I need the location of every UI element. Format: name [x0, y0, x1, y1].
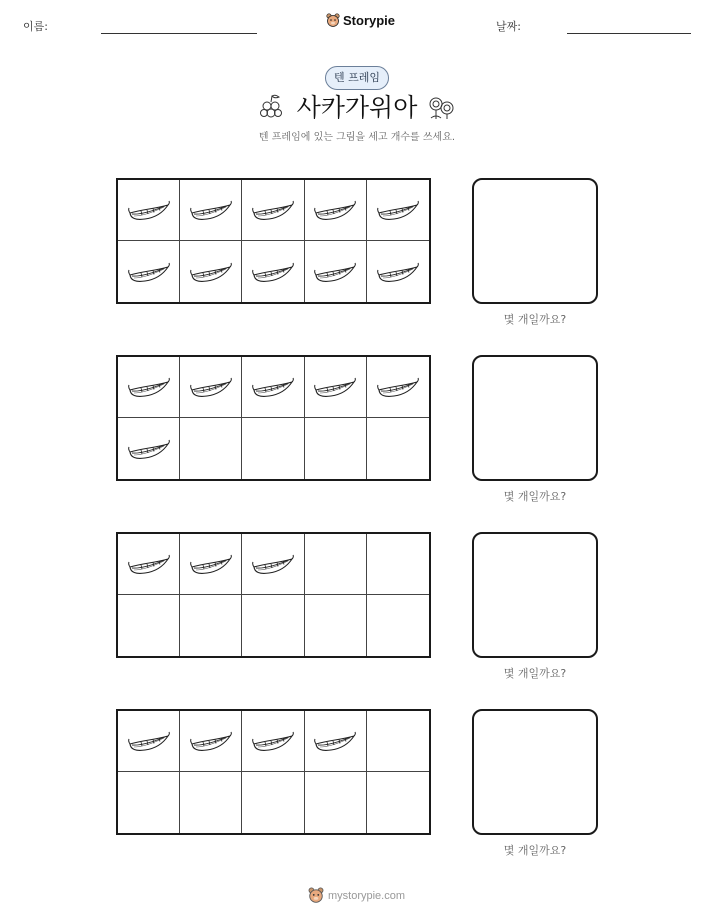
frame-cell — [118, 418, 180, 479]
canoe-icon — [376, 259, 420, 285]
question-label: 몇 개일까요? — [503, 844, 567, 857]
canoe-icon — [127, 551, 171, 577]
brand-name: Storypie — [343, 13, 396, 28]
frame-cell — [367, 241, 429, 302]
name-label: 이름: — [23, 20, 48, 33]
canoe-icon — [127, 728, 171, 754]
frame-cell — [242, 180, 304, 241]
canoe-icon — [251, 374, 295, 400]
page-title: 사카가위아 — [296, 93, 418, 122]
canoe-icon — [189, 551, 233, 577]
canoe-icon — [127, 436, 171, 462]
canoe-icon — [251, 197, 295, 223]
frame-cell — [118, 241, 180, 302]
bear-icon — [308, 887, 324, 904]
frame-cell — [242, 534, 304, 595]
canoe-icon — [189, 374, 233, 400]
frame-cell — [305, 711, 367, 772]
answer-box[interactable] — [472, 178, 598, 304]
frame-cell — [367, 534, 429, 595]
canoe-icon — [313, 197, 357, 223]
canoe-icon — [127, 197, 171, 223]
canoe-icon — [127, 374, 171, 400]
canoe-icon — [251, 551, 295, 577]
ten-frame — [116, 178, 431, 304]
frame-cell — [118, 357, 180, 418]
question-label: 몇 개일까요? — [503, 490, 567, 503]
instructions: 텐 프레임에 있는 그림을 세고 개수를 쓰세요. — [258, 132, 456, 143]
footer — [308, 887, 405, 904]
ten-frame — [116, 355, 431, 481]
canoe-icon — [313, 259, 357, 285]
frame-cell — [305, 180, 367, 241]
canoe-icon — [313, 374, 357, 400]
answer-box[interactable] — [472, 709, 598, 835]
frame-cell — [180, 357, 242, 418]
bear-icon — [326, 13, 340, 28]
frame-cell — [180, 772, 242, 833]
frame-cell — [118, 772, 180, 833]
canoe-icon — [189, 259, 233, 285]
frame-cell — [180, 595, 242, 656]
frame-cell — [242, 241, 304, 302]
date-line — [567, 33, 691, 34]
frame-cell — [367, 711, 429, 772]
frame-cell — [118, 534, 180, 595]
answer-box[interactable] — [472, 532, 598, 658]
frame-cell — [367, 180, 429, 241]
frame-cell — [305, 772, 367, 833]
frame-cell — [305, 534, 367, 595]
canoe-icon — [376, 197, 420, 223]
canoe-icon — [251, 728, 295, 754]
answer-box[interactable] — [472, 355, 598, 481]
canoe-icon — [313, 728, 357, 754]
canoe-icon — [127, 259, 171, 285]
frame-cell — [180, 711, 242, 772]
frame-cell — [367, 595, 429, 656]
name-line — [101, 33, 257, 34]
frame-cell — [367, 772, 429, 833]
frame-cell — [118, 595, 180, 656]
ten-frame — [116, 709, 431, 835]
frame-cell — [180, 534, 242, 595]
frame-cell — [305, 418, 367, 479]
category-badge: 텐 프레임 — [325, 66, 389, 90]
frame-cell — [180, 418, 242, 479]
frame-cell — [242, 772, 304, 833]
frame-cell — [305, 241, 367, 302]
ten-frame — [116, 532, 431, 658]
brand-logo — [326, 13, 395, 28]
frame-cell — [118, 180, 180, 241]
frame-cell — [242, 595, 304, 656]
frame-cell — [242, 711, 304, 772]
frame-cell — [242, 418, 304, 479]
date-label: 날짜: — [496, 20, 521, 33]
frame-cell — [305, 595, 367, 656]
frame-cell — [367, 357, 429, 418]
question-label: 몇 개일까요? — [503, 313, 567, 326]
frame-cell — [180, 241, 242, 302]
frame-cell — [242, 357, 304, 418]
frame-cell — [180, 180, 242, 241]
canoe-icon — [251, 259, 295, 285]
frame-cell — [367, 418, 429, 479]
frame-cell — [118, 711, 180, 772]
canoe-icon — [376, 374, 420, 400]
canoe-icon — [189, 197, 233, 223]
footer-url: mystorypie.com — [328, 889, 406, 902]
question-label: 몇 개일까요? — [503, 667, 567, 680]
frame-cell — [305, 357, 367, 418]
canoe-icon — [189, 728, 233, 754]
flowers-icon — [427, 94, 457, 122]
